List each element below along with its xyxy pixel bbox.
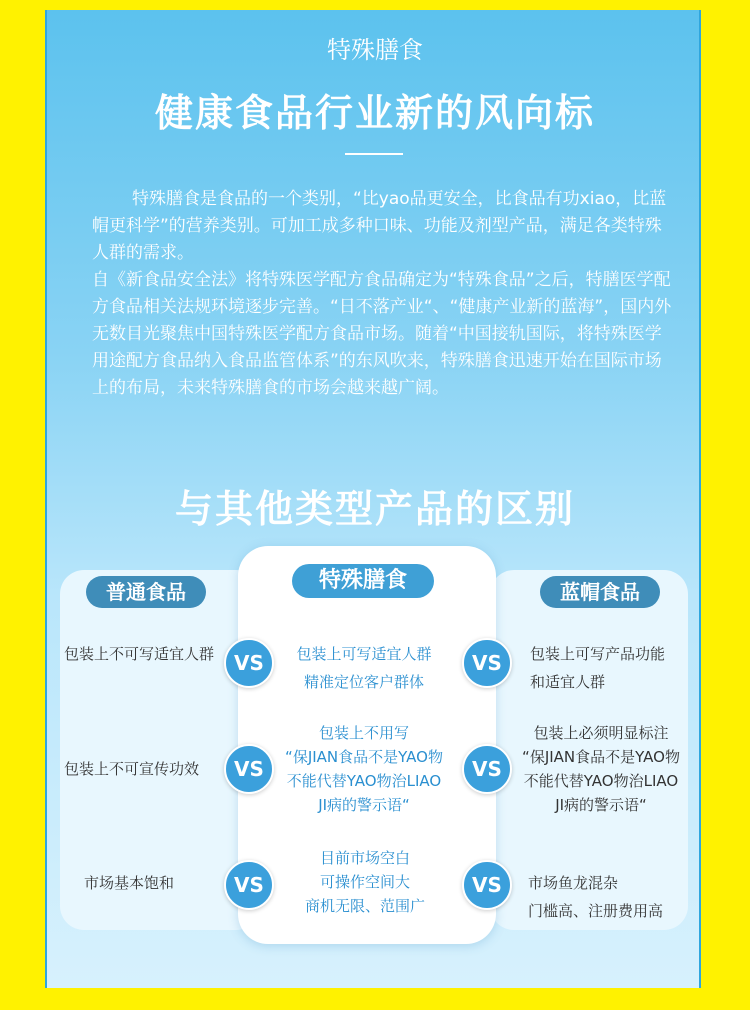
intro-paragraph-1: 特殊膳食是食品的一个类别，“比yao品更安全，比食品有功xiao，比蓝帽更科学”的营养类别。可加工成多种口味、功能及剂型产品，满足各类特殊人群的需求。 bbox=[92, 189, 667, 263]
title-divider bbox=[345, 153, 403, 155]
row-2-blue-hat-line-2: “保JIAN食品不是YAO物 bbox=[522, 748, 680, 766]
vs-badge: VS bbox=[462, 744, 512, 794]
row-2-special-line-3: 不能代替YAO物治LIAO bbox=[286, 772, 442, 790]
row-3-blue-hat-text bbox=[528, 871, 692, 923]
intro-text bbox=[92, 186, 672, 402]
vs-badge: VS bbox=[224, 860, 274, 910]
vs-badge: VS bbox=[224, 638, 274, 688]
section-tag: 特殊膳食 bbox=[327, 36, 423, 64]
comparison-title: 与其他类型产品的区别 bbox=[174, 487, 575, 531]
row-1-blue-hat-line-1: 包装上可写产品功能 bbox=[530, 645, 666, 663]
row-3-special-line-3: 商机无限、范围广 bbox=[304, 897, 425, 915]
row-1-regular-line-1: 包装上不可写适宜人群 bbox=[64, 645, 215, 663]
row-3-regular-text bbox=[84, 871, 224, 895]
headline: 健康食品行业新的风向标 bbox=[154, 91, 595, 135]
row-3-special-text bbox=[282, 846, 448, 918]
row-2-blue-hat-line-1: 包装上必须明显标注 bbox=[533, 724, 669, 742]
row-3-special-line-1: 目前市场空白 bbox=[319, 849, 410, 867]
row-1-special-text bbox=[280, 642, 448, 694]
row-1-regular-text bbox=[64, 642, 224, 666]
row-3-regular-line-1: 市场基本饱和 bbox=[84, 874, 175, 892]
row-1-special-line-2: 精准定位客户群体 bbox=[303, 673, 424, 691]
column-label-regular-food: 普通食品 bbox=[86, 576, 206, 608]
vs-badge: VS bbox=[224, 744, 274, 794]
row-2-blue-hat-text bbox=[508, 721, 694, 817]
row-3-special-line-2: 可操作空间大 bbox=[319, 873, 410, 891]
intro-paragraph-2: 自《新食品安全法》将特殊医学配方食品确定为“特殊食品”之后，特膳医学配方食品相关法规环境逐步完善。“日不落产业“、“健康产业新的蓝海”，国内外无数目光聚焦中国特殊医学配方食品市场。随着“中国接轨国际，将特殊医学用途配方食品纳入食品监管体系”的东风吹来，特殊膳食迅速开始在国际市场上的布局，未来特殊膳食的市场会越来越广阔。 bbox=[92, 270, 672, 398]
vs-badge: VS bbox=[462, 860, 512, 910]
row-2-blue-hat-line-3: 不能代替YAO物治LIAO bbox=[523, 772, 679, 790]
row-3-blue-hat-line-1: 市场鱼龙混杂 bbox=[528, 874, 619, 892]
column-label-blue-hat-food: 蓝帽食品 bbox=[540, 576, 660, 608]
vs-badge: VS bbox=[462, 638, 512, 688]
row-1-special-line-1: 包装上可写适宜人群 bbox=[296, 645, 432, 663]
row-3-blue-hat-line-2: 门槛高、注册费用高 bbox=[528, 902, 664, 920]
row-1-blue-hat-line-2: 和适宜人群 bbox=[530, 673, 606, 691]
row-2-special-line-4: JI病的警示语“ bbox=[318, 796, 410, 814]
row-2-regular-text bbox=[64, 757, 224, 781]
row-2-special-line-1: 包装上不用写 bbox=[318, 724, 409, 742]
row-1-blue-hat-text bbox=[530, 642, 690, 694]
column-label-special-diet: 特殊膳食 bbox=[292, 564, 434, 598]
row-2-special-text bbox=[270, 721, 458, 817]
row-2-special-line-2: “保JIAN食品不是YAO物 bbox=[285, 748, 443, 766]
row-2-regular-line-1: 包装上不可宣传功效 bbox=[64, 760, 200, 778]
row-2-blue-hat-line-4: JI病的警示语“ bbox=[555, 796, 647, 814]
